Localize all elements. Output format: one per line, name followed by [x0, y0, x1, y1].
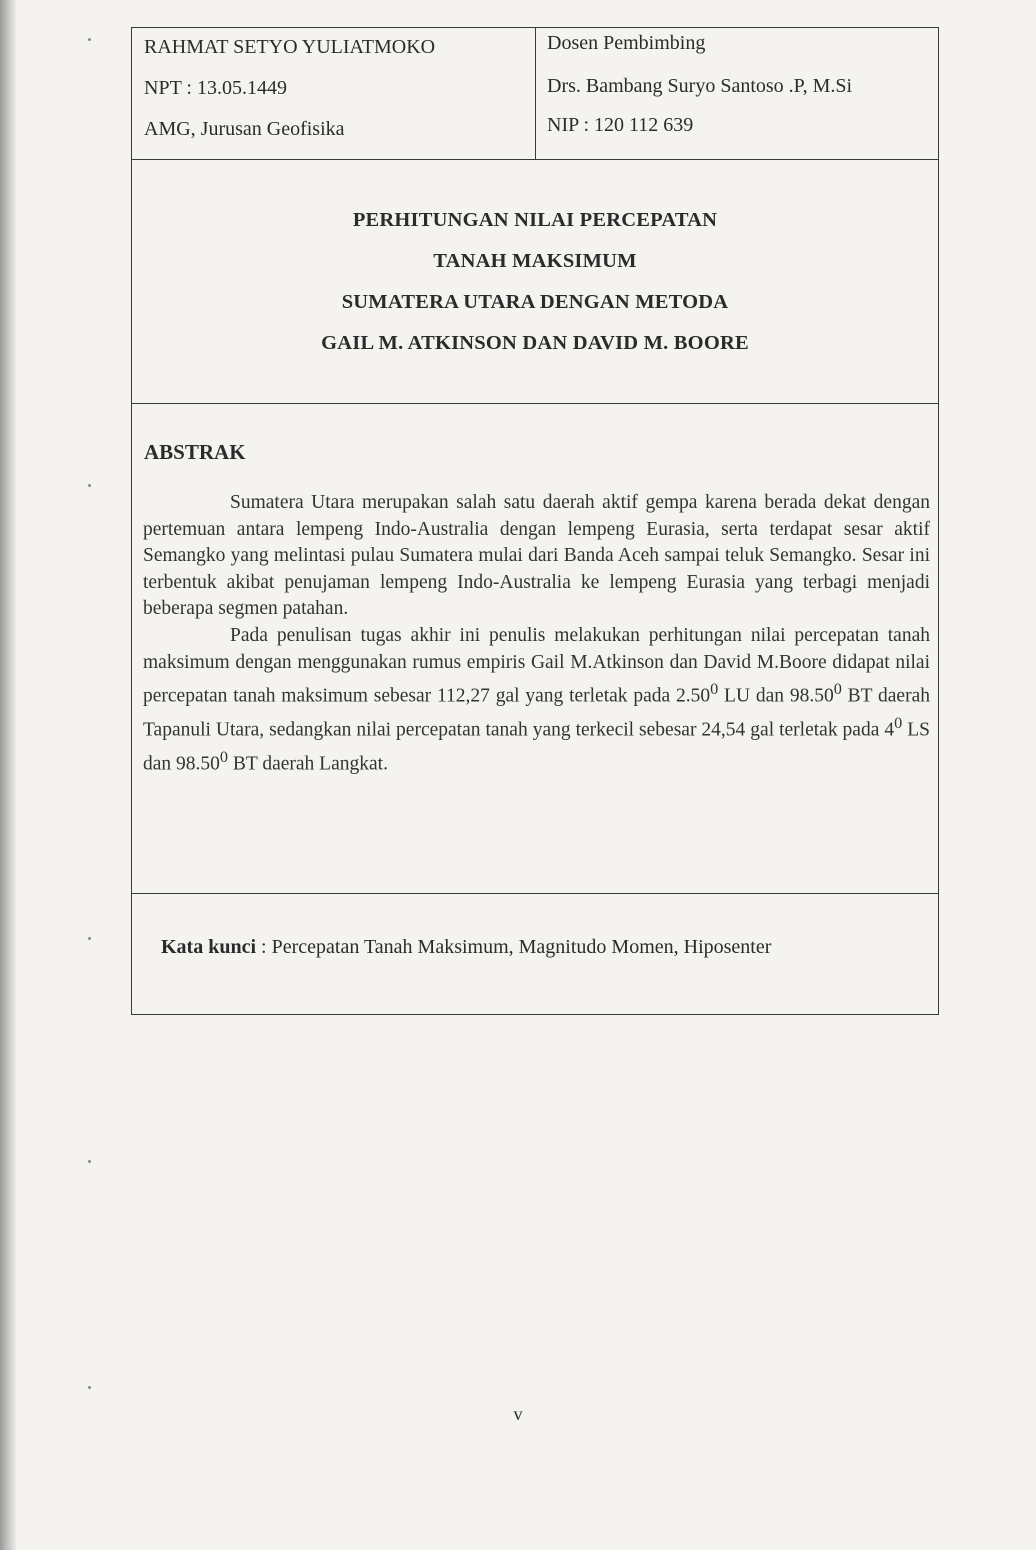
page-binding-shadow [0, 0, 16, 1550]
author-name: RAHMAT SETYO YULIATMOKO [144, 36, 436, 58]
author-npt: NPT : 13.05.1449 [144, 77, 287, 99]
title-row [132, 160, 938, 404]
title-line: TANAH MAKSIMUM [433, 250, 637, 272]
abstract-paragraph-2 [143, 623, 930, 778]
scan-dot [88, 1386, 91, 1389]
author-department: AMG, Jurusan Geofisika [144, 118, 345, 140]
title-line: PERHITUNGAN NILAI PERCEPATAN [352, 209, 718, 231]
supervisor-name: Drs. Bambang Suryo Santoso .P, M.Si [547, 75, 853, 97]
degree-mark: 0 [710, 680, 719, 699]
page-number: v [513, 1404, 523, 1424]
degree-mark: 0 [833, 680, 842, 699]
keywords-separator: : [256, 936, 272, 958]
degree-mark: 0 [219, 748, 229, 767]
scan-dot [88, 1160, 91, 1163]
abstract-text: BT daerah Langkat. [228, 753, 388, 775]
thesis-title [132, 200, 938, 364]
author-info [132, 28, 536, 159]
abstract-text: LS dan 98.50 [143, 719, 930, 775]
keywords-row [132, 894, 938, 1014]
supervisor-label: Dosen Pembimbing [547, 32, 706, 54]
title-line: GAIL M. ATKINSON DAN DAVID M. BOORE [321, 332, 749, 354]
scan-dot [88, 484, 91, 487]
supervisor-info [536, 28, 938, 159]
abstract-heading: ABSTRAK [144, 440, 246, 464]
header-row [132, 28, 938, 160]
abstract-paragraph-1: Sumatera Utara merupakan salah satu daerah aktif gempa karena berada dekat dengan pertemuan antara lempeng Indo-Australia dengan lempeng Eurasia, serta terdapat sesar aktif Semangko yang melintasi pulau Sumatera mulai dari Banda Aceh sampai teluk Semangko. Sesar ini terbentuk akibat penujaman lempeng Indo-Australia ke lempeng Eurasia yang terbagi menjadi beberapa segmen patahan. [143, 492, 930, 620]
scan-dot [88, 38, 91, 41]
keywords-text: Percepatan Tanah Maksimum, Magnitudo Momen, Hiposenter [271, 936, 772, 958]
abstract-body [143, 490, 930, 778]
title-line: SUMATERA UTARA DENGAN METODA [341, 291, 729, 313]
abstract-row [132, 404, 938, 894]
abstract-text: Pada penulisan tugas akhir ini penulis melakukan perhitungan nilai percepatan tanah maksimum dengan menggunakan rumus empiris Gail M.Atkinson dan David M.Boore didapat nilai percepatan tanah maksimum sebesar 112,27 gal yang terletak pada 2.50 [143, 624, 930, 707]
degree-mark: 0 [894, 714, 903, 733]
abstract-text: BT daerah Tapanuli Utara, sedangkan nilai percepatan tanah yang terkecil sebesar 24,54 gal terletak pada 4 [143, 685, 930, 741]
supervisor-nip: NIP : 120 112 639 [547, 114, 694, 136]
keywords [161, 936, 771, 959]
abstract-text: LU dan 98.50 [718, 685, 834, 707]
keywords-label: Kata kunci [161, 936, 257, 958]
scan-dot [88, 937, 91, 940]
abstract-page-frame [131, 27, 939, 1015]
